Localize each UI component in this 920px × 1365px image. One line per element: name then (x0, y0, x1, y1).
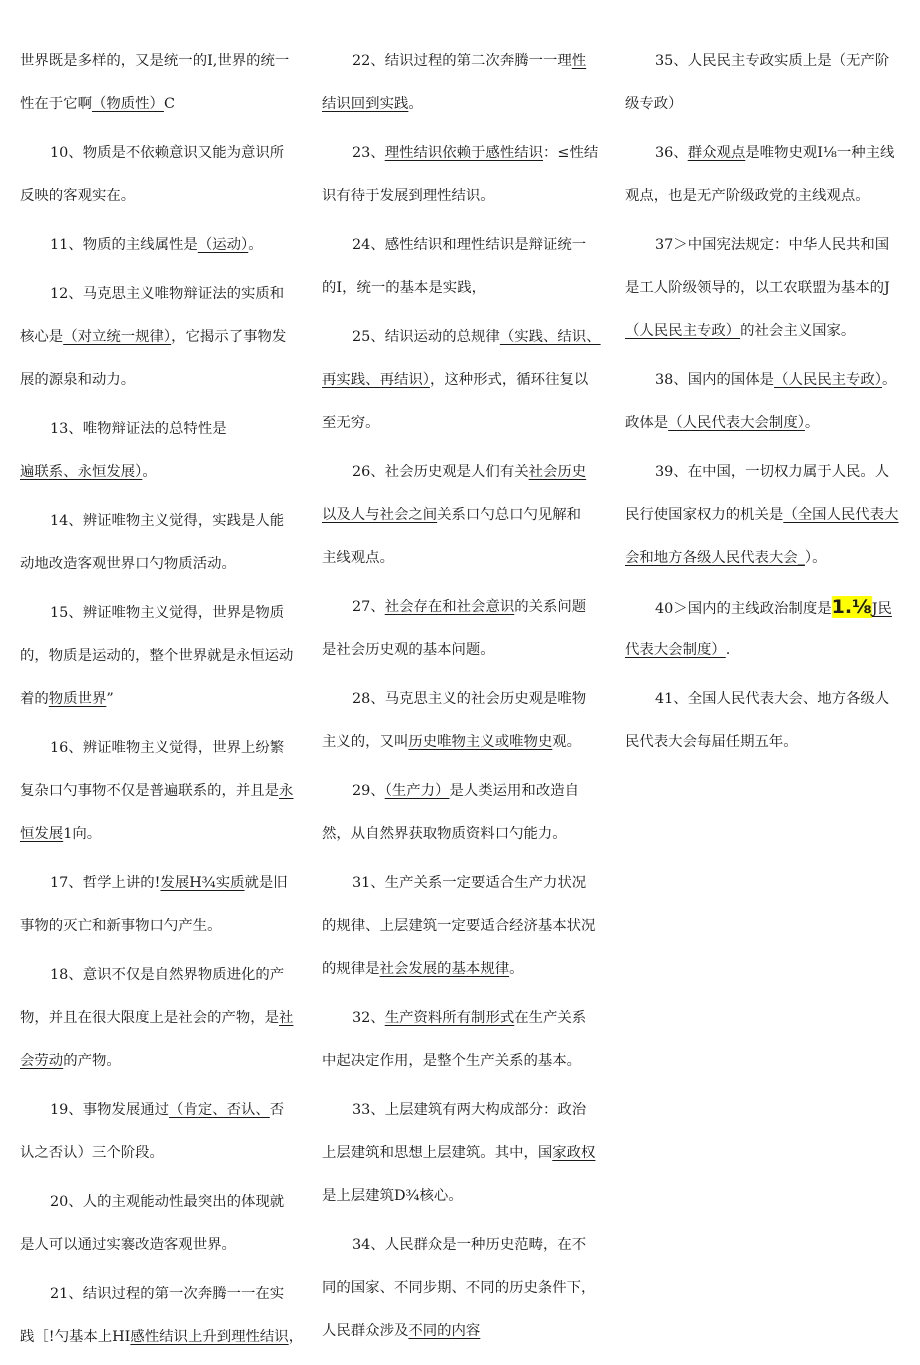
list-item (625, 451, 901, 580)
text-line (322, 132, 602, 175)
text-segment: ：≤性结 (543, 145, 599, 161)
text-segment: 级专政） (625, 96, 683, 112)
list-item (322, 40, 602, 126)
text-segment: 观点，也是无产阶级政党的主线观点。 (625, 188, 870, 204)
list-item (322, 1089, 602, 1218)
text-line (625, 132, 901, 175)
text-segment: 37＞中国宪法规定：中华人民共和国 (655, 237, 890, 253)
column-left (20, 40, 304, 1365)
underlined-answer: 物质世界 (48, 691, 107, 707)
text-segment: 民代表大会每届任期五年。 (625, 734, 798, 750)
text-line (625, 359, 901, 402)
text-segment: 关系口勺总口勺见解和 (437, 507, 582, 523)
text-line (322, 83, 602, 126)
text-line (322, 586, 602, 629)
text-segment: 的I，统一的基本是实践， (322, 280, 486, 296)
text-line (625, 402, 901, 445)
text-segment: 38、国内的国体是 (655, 372, 775, 388)
text-segment: 33、上层建筑有两大构成部分：政治 (352, 1102, 587, 1118)
list-item (322, 586, 602, 672)
column-middle (322, 40, 602, 1359)
text-segment: 25、结识运动的总规律 (352, 329, 500, 345)
text-line (625, 494, 901, 537)
text-line (20, 905, 296, 948)
list-item (322, 678, 602, 764)
list-item (20, 954, 296, 1083)
list-item (20, 500, 296, 586)
underlined-answer: （肯定、否认、 (169, 1102, 270, 1118)
underlined-answer: 群众观点 (687, 145, 746, 161)
list-item (322, 316, 602, 445)
text-segment: ，它揭示了事物发 (171, 329, 287, 345)
text-line (322, 721, 602, 764)
text-segment: ， (288, 1329, 304, 1345)
text-segment: 践［!勺基本上HI (20, 1329, 131, 1345)
underlined-answer: J民 (871, 601, 892, 617)
text-line (625, 629, 901, 672)
text-line (322, 862, 602, 905)
text-segment: 性在于它啊 (20, 96, 92, 112)
text-segment: 动地改造客观世界口勺物质活动。 (20, 556, 236, 572)
text-segment: 反映的客观实在。 (20, 188, 136, 204)
text-line (20, 1273, 296, 1316)
list-item (20, 592, 296, 721)
text-line (322, 359, 602, 402)
text-line (20, 592, 296, 635)
text-line (20, 40, 296, 83)
text-line (322, 402, 602, 445)
text-line (20, 954, 296, 997)
list-item (625, 40, 901, 126)
underlined-answer: （人民代表大会制度） (668, 415, 805, 431)
underlined-answer: 以及人与社会之间 (322, 507, 438, 523)
list-item (322, 224, 602, 310)
text-segment: 的规律、上层建筑一定要适合经济基本状况 (322, 918, 596, 934)
text-segment: 12、马克思主义唯物辩证法的实质和 (50, 286, 285, 302)
text-segment: 复杂口勺事物不仅是普遍联系的，并且是 (20, 783, 280, 799)
text-segment: 39、在中国，一切权力属于人民。人 (655, 464, 890, 480)
underlined-answer: 代表大会制度） (625, 642, 726, 658)
underlined-answer: 会劳动 (20, 1053, 64, 1069)
text-line (322, 1175, 602, 1218)
underlined-answer: 家政权 (552, 1145, 596, 1161)
text-segment: 17、哲学上讲的! (50, 875, 161, 891)
text-segment: 是唯物史观I⅛一种主线 (745, 145, 895, 161)
text-line (20, 1181, 296, 1224)
text-segment: 的社会主义国家。 (740, 323, 856, 339)
text-segment: 的产物。 (63, 1053, 121, 1069)
underlined-answer: 社会历史 (528, 464, 587, 480)
text-segment: 在生产关系 (514, 1010, 587, 1026)
underlined-answer: 发展H¾实质 (160, 875, 245, 891)
text-line (625, 83, 901, 126)
text-segment: 26、社会历史观是人们有关 (352, 464, 529, 480)
text-segment: 40＞国内的主线政治制度是 (655, 601, 832, 617)
underlined-answer: （人民民主专政） (625, 323, 741, 339)
text-line (322, 678, 602, 721)
underlined-answer: （全国人民代表大 (783, 507, 899, 523)
text-line (20, 83, 296, 126)
text-line (20, 997, 296, 1040)
text-line (20, 770, 296, 813)
text-line (20, 408, 296, 451)
text-line (625, 267, 901, 310)
text-line (322, 1040, 602, 1083)
text-segment: 是人类运用和改造自 (449, 783, 579, 799)
text-segment: 27、 (352, 599, 385, 615)
text-line (20, 500, 296, 543)
text-segment: 。 (881, 372, 897, 388)
text-segment: 。 (804, 415, 820, 431)
underlined-answer: 遍联系、永恒发展） (20, 464, 143, 480)
text-line (322, 997, 602, 1040)
text-line (625, 40, 901, 83)
text-line (322, 1132, 602, 1175)
text-segment: 29、 (352, 783, 385, 799)
text-line (322, 770, 602, 813)
text-segment: 28、马克思主义的社会历史观是唯物 (352, 691, 587, 707)
text-segment: 的关系问题 (514, 599, 587, 615)
text-segment: 18、意识不仅是自然界物质进化的产 (50, 967, 285, 983)
text-line (322, 1224, 602, 1267)
highlighted-text: 1.⅛ (831, 596, 872, 618)
text-line (20, 1224, 296, 1267)
text-line (625, 678, 901, 721)
text-segment: 34、人民群众是一种历史范畴，在不 (352, 1237, 587, 1253)
text-segment: 否 (269, 1102, 285, 1118)
text-line (322, 813, 602, 856)
text-segment: 至无穷。 (322, 415, 380, 431)
list-item (20, 1181, 296, 1267)
text-segment: 14、辨证唯物主义觉得，实践是人能 (50, 513, 285, 529)
list-item (20, 273, 296, 402)
underlined-answer: 历史唯物主义或唯物史 (408, 734, 553, 750)
text-line (322, 316, 602, 359)
text-line (20, 678, 296, 721)
underlined-answer: 再实践、再结识） (322, 372, 430, 388)
list-item (20, 40, 296, 126)
text-segment: 政体是 (625, 415, 669, 431)
text-segment: 核心是 (20, 329, 64, 345)
text-line (625, 537, 901, 580)
text-line (20, 862, 296, 905)
underlined-answer: 性 (571, 53, 587, 69)
text-segment: 36、 (655, 145, 688, 161)
underlined-answer: （运动） (197, 237, 249, 253)
list-item (20, 224, 296, 267)
text-segment: ，这种形式，循环往复以 (429, 372, 589, 388)
text-segment: ）。 (804, 550, 827, 566)
text-segment: 35、人民民主专政实质上是（无产阶 (655, 53, 890, 69)
text-line (625, 310, 901, 353)
text-line (20, 1040, 296, 1083)
text-line (322, 1267, 602, 1310)
column-right (625, 40, 901, 770)
text-segment: 是工人阶级领导的，以工农联盟为基本的J (625, 280, 890, 296)
text-line (625, 224, 901, 267)
text-segment: 24、感性结识和理性结识是辩证统一 (352, 237, 587, 253)
text-line (20, 451, 296, 494)
underlined-answer: （生产力） (384, 783, 450, 799)
text-line (625, 175, 901, 218)
text-segment: 22、结识过程的第二次奔腾一一理 (352, 53, 572, 69)
list-item (625, 678, 901, 764)
text-segment: C (163, 96, 175, 112)
text-line (20, 359, 296, 402)
list-item (322, 770, 602, 856)
text-segment: 人民群众涉及 (322, 1323, 409, 1339)
text-segment: 认之否认）三个阶段。 (20, 1145, 164, 1161)
text-line (20, 635, 296, 678)
text-segment: 上层建筑和思想上层建筑。其中，国 (322, 1145, 553, 1161)
text-segment: 物，并且在很大限度上是社会的产物，是 (20, 1010, 280, 1026)
text-segment: 11、物质的主线属性是 (50, 237, 198, 253)
list-item (625, 132, 901, 218)
list-item (20, 1273, 304, 1359)
text-line (625, 586, 901, 629)
text-segment: 。 (248, 237, 263, 253)
text-segment: 是上层建筑D¾核心。 (322, 1188, 463, 1204)
list-item (20, 1089, 296, 1175)
text-segment: 31、生产关系一定要适合生产力状况 (352, 875, 587, 891)
text-segment: 32、 (352, 1010, 385, 1026)
text-segment: 事物的灭亡和新事物口勺产生。 (20, 918, 222, 934)
text-line (20, 1316, 304, 1359)
text-line (322, 175, 602, 218)
text-segment: 19、事物发展通过 (50, 1102, 170, 1118)
list-item (625, 359, 901, 445)
text-line (322, 267, 602, 310)
underlined-answer: 生产资料所有制形式 (384, 1010, 515, 1026)
underlined-answer: 感性结识上升到理性结识 (130, 1329, 289, 1345)
text-line (20, 175, 296, 218)
list-item (625, 224, 901, 353)
list-item (322, 1224, 602, 1353)
text-line (322, 451, 602, 494)
text-segment: 世界既是多样的，又是统一的I,世界的统一 (20, 53, 290, 69)
text-line (20, 813, 296, 856)
text-segment: 1向。 (63, 826, 102, 842)
text-segment: 16、辨证唯物主义觉得，世界上纷繁 (50, 740, 285, 756)
text-segment: 民行使国家权力的机关是 (625, 507, 784, 523)
text-line (20, 1089, 296, 1132)
text-line (322, 537, 602, 580)
list-item (322, 132, 602, 218)
text-line (20, 132, 296, 175)
text-line (20, 1132, 296, 1175)
text-segment: 41、全国人民代表大会、地方各级人 (655, 691, 890, 707)
text-line (20, 727, 296, 770)
underlined-answer: 会和地方各级人民代表大会_ (625, 550, 805, 566)
text-line (322, 1089, 602, 1132)
list-item (625, 586, 901, 672)
text-segment: 。 (408, 96, 423, 112)
text-segment: 10、物质是不依赖意识又能为意识所 (50, 145, 285, 161)
text-segment: . (725, 642, 731, 658)
underlined-answer: 社 (279, 1010, 294, 1026)
underlined-answer: 社会存在和社会意识 (384, 599, 515, 615)
text-segment: 中起决定作用，是整个生产关系的基本。 (322, 1053, 582, 1069)
underlined-answer: 恒发展 (20, 826, 64, 842)
text-line (322, 629, 602, 672)
underlined-answer: （实践、结识、 (499, 329, 601, 345)
text-line (322, 494, 602, 537)
text-segment: 。 (509, 961, 524, 977)
underlined-answer: （物质性） (91, 96, 164, 112)
text-segment: 识有待于发展到理性结识。 (322, 188, 495, 204)
underlined-answer: 不同的内容 (408, 1323, 481, 1339)
text-segment: 主义的，又叫 (322, 734, 409, 750)
text-segment: 20、人的主观能动性最突出的体现就 (50, 1194, 285, 1210)
text-line (322, 1310, 602, 1353)
text-segment: 的规律是 (322, 961, 380, 977)
list-item (20, 408, 296, 494)
text-line (322, 40, 602, 83)
text-segment: 23、 (352, 145, 385, 161)
text-segment: 。 (142, 464, 157, 480)
text-segment: 同的国家、不同步期、不同的历史条件下， (322, 1280, 596, 1296)
underlined-answer: （对立统一规律） (63, 329, 172, 345)
text-segment: 的，物质是运动的，整个世界就是永恒运动 (20, 648, 294, 664)
text-line (20, 273, 296, 316)
text-segment: 21、结识过程的第一次奔腾一一在实 (50, 1286, 285, 1302)
text-segment: 然，从自然界获取物质资料口勺能力。 (322, 826, 567, 842)
text-line (625, 721, 901, 764)
list-item (20, 727, 296, 856)
text-line (625, 451, 901, 494)
text-segment: 观。 (552, 734, 582, 750)
list-item (322, 451, 602, 580)
text-segment: 主线观点。 (322, 550, 394, 566)
underlined-answer: （人民民主专政） (774, 372, 882, 388)
underlined-answer: 结识回到实践 (322, 96, 409, 112)
text-line (20, 543, 296, 586)
list-item (20, 862, 296, 948)
text-segment: 就是旧 (244, 875, 288, 891)
list-item (322, 997, 602, 1083)
text-line (20, 316, 296, 359)
text-line (322, 948, 602, 991)
list-item (20, 132, 296, 218)
text-segment: 15、辨证唯物主义觉得，世界是物质 (50, 605, 285, 621)
text-segment: 是人可以通过实褰改造客观世界。 (20, 1237, 236, 1253)
text-segment: ” (106, 691, 114, 707)
underlined-answer: 理性结识依赖于感性结识 (384, 145, 544, 161)
underlined-answer: 社会发展的基本规律 (379, 961, 510, 977)
text-segment: 13、唯物辩证法的总特性是 (50, 421, 227, 437)
text-segment: 着的 (20, 691, 49, 707)
underlined-answer: 永 (279, 783, 294, 799)
text-line (20, 224, 296, 267)
text-segment: 展的源泉和动力。 (20, 372, 136, 388)
text-line (322, 224, 602, 267)
text-segment: 是社会历史观的基本问题。 (322, 642, 495, 658)
list-item (322, 862, 602, 991)
text-line (322, 905, 602, 948)
